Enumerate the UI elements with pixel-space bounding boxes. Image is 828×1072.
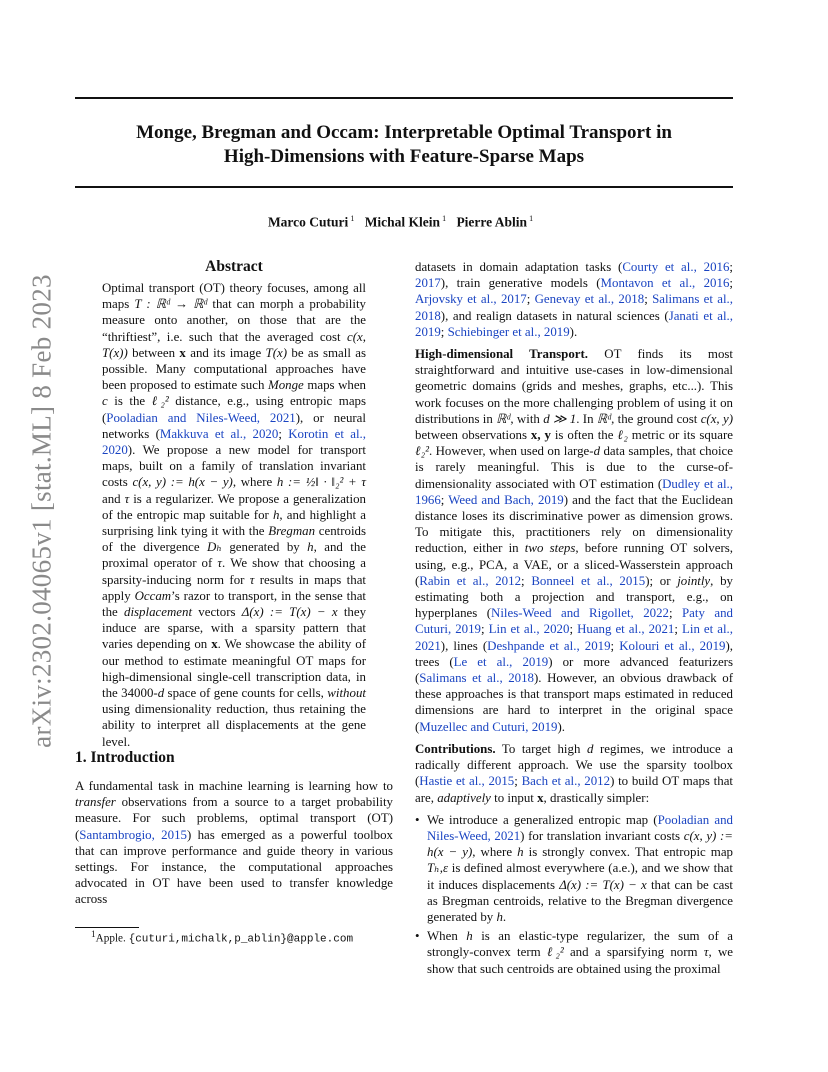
title-line-2: High-Dimensions with Feature-Sparse Maps [223, 146, 585, 167]
citation-link[interactable]: Janati et al., 2019 [415, 308, 733, 339]
citation-link[interactable]: Dudley et al., 1966 [415, 476, 733, 507]
footnote: $^1$Apple. {cuturi,michalk,p_ablin}@apple.com [91, 930, 354, 946]
citation-link[interactable]: Lin et al., 2020 [488, 622, 570, 637]
paragraph-contributions: Contributions. To target high d regimes, we introduce a radically different approach. We use the sparsity toolbox (Hastie et al., 2015; Bach et al., 2012) to build OT maps that are, adaptively to input x, drastically simpler: [415, 741, 733, 805]
list-item: • We introduce a generalized entropic map (Pooladian and Niles-Weed, 2021) for translation invariant costs c(x, y) := h(x − y), where h is strongly convex. That entropic map Tₕ,ε is defined almost everywhere (a.e.), and we show that it induces displacements Δ(x) := T(x) − x that can be cast as Bregman centroids, relative to the Bregman divergence generated by h. [427, 812, 733, 925]
citation-link[interactable]: Korotin et al., 2020 [102, 426, 367, 458]
citation-link[interactable]: Deshpande et al., 2019 [487, 638, 611, 653]
citation-link[interactable]: 2017 [415, 276, 441, 291]
citation-link[interactable]: Genevay et al., 2018 [534, 292, 645, 307]
top-rule [75, 97, 733, 99]
paragraph-datasets: datasets in domain adaptation tasks (Courty et al., 2016; 2017), train generative models (Montavon et al., 2016; Arjovsky et al., 2017; Genevay et al., 2018; Salimans et al., 2018), and realign datasets in natural sciences (Janati et al., 2019; Schiebinger et al., 2019). [415, 260, 734, 339]
arxiv-side-label: arXiv:2302.04065v1 [stat.ML] 8 Feb 2023 [26, 274, 57, 748]
citation-link[interactable]: Rabin et al., 2012 [419, 573, 522, 588]
author-list [75, 214, 733, 231]
citation-link[interactable]: Arjovsky et al., 2017 [415, 292, 527, 307]
citation-link[interactable]: Le et al., 2019 [453, 654, 549, 669]
author-name: Pierre Ablin [456, 214, 528, 230]
citation-link[interactable]: Pooladian and Niles-Weed, 2021 [427, 812, 733, 843]
list-item: • When h is an elastic-type regularizer, the sum of a strongly-convex term ℓ₂² and a sparsifying norm τ, we show that such centroids are obtained using the proximal [427, 928, 733, 977]
author-name: Michal Klein [364, 214, 441, 230]
affiliation-mark: 1 [529, 214, 534, 223]
author-name: Marco Cuturi [267, 214, 349, 230]
citation-link[interactable]: Schiebinger et al., 2019 [447, 324, 570, 339]
citation-link[interactable]: Muzellec and Cuturi, 2019 [419, 719, 558, 734]
paragraph-heading: Contributions. [415, 741, 496, 756]
citation-link[interactable]: Hastie et al., 2015 [419, 774, 515, 789]
citation-link[interactable]: Paty and Cuturi, 2019 [415, 606, 733, 637]
citation-link[interactable]: Makkuva et al., 2020 [159, 426, 279, 441]
citation-link[interactable]: Kolouri et al., 2019 [619, 638, 726, 653]
footnote-email: {cuturi,michalk,p_ablin}@apple.com [128, 933, 354, 946]
paragraph-high-dimensional: High-dimensional Transport. OT finds its most straightforward and intuitive use-cases in low-dimensional geometric domains (grids and meshes, graphs, etc...). This work focuses on the more challenging problem of using it on distributions in ℝᵈ, with d ≫ 1. In ℝᵈ, the ground cost c(x, y) between observations x, y is often the ℓ₂ metric or its square ℓ₂². However, when used on large-d data samples, that choice is rarely meaningful. This is due to the curse-of-dimensionality associated with OT estimation (Dudley et al., 1966; Weed and Bach, 2019) and the fact that the Euclidean distance loses its discriminative power as dimension grows. To mitigate this, practitioners rely on dimensionality reduction, either in two steps, before running OT solvers, using, e.g., PCA, a VAE, or a sliced-Wasserstein approach (Rabin et al., 2012; Bonneel et al., 2015); or jointly, by estimating both a projection and transport, e.g., on hyperplanes (Niles-Weed and Rigollet, 2022; Paty and Cuturi, 2019; Lin et al., 2020; Huang et al., 2021; Lin et al., 2021), lines (Deshpande et al., 2019; Kolouri et al., 2019), trees (Le et al., 2019) or more advanced featurizers (Salimans et al., 2018). However, an obvious drawback of these approaches is that transport maps estimated in reduced dimensions are hard to interpret in the original space (Muzellec and Cuturi, 2019). [415, 347, 734, 734]
title-bottom-rule [75, 186, 733, 188]
citation-link[interactable]: Salimans et al., 2018 [419, 671, 535, 686]
citation-link[interactable]: Lin et al., 2021 [415, 622, 733, 653]
citation-link[interactable]: Bach et al., 2012 [521, 774, 611, 789]
affiliation-mark: 1 [350, 214, 355, 223]
citation-link[interactable]: Courty et al., 2016 [622, 260, 730, 274]
citation-link[interactable]: Huang et al., 2021 [577, 622, 675, 637]
right-column [415, 259, 733, 980]
citation-link[interactable]: Niles-Weed and Rigollet, 2022 [491, 606, 669, 621]
citation-link[interactable]: Santambrogio, 2015 [79, 827, 187, 842]
citation-link[interactable]: Weed and Bach, 2019 [448, 492, 564, 507]
citation-link[interactable]: Pooladian and Niles-Weed, 2021 [106, 410, 296, 425]
citation-link[interactable]: Montavon et al., 2016 [600, 276, 730, 291]
paper-title [75, 121, 733, 169]
paragraph-heading: High-dimensional Transport. [415, 347, 588, 362]
footnote-mark: 1 [91, 930, 96, 940]
introduction-paragraph: A fundamental task in machine learning is learning how to transfer observations from a source to a target probability measure. For such problems, optimal transport (OT) (Santambrogio, 2015) has emerged as a powerful toolbox that can improve performance and guide theory in various settings. For instance, the computational approaches advocated in OT have been used to transfer knowledge across [75, 779, 393, 907]
title-line-1: Monge, Bregman and Occam: Interpretable Optimal Transport in [136, 122, 672, 143]
affiliation-mark: 1 [442, 214, 447, 223]
abstract-body: Optimal transport (OT) theory focuses, among all maps T : ℝᵈ → ℝᵈ that can morph a probability measure onto another, on those that are the “thriftiest”, i.e. such that the averaged cost c(x, T(x)) between x and its image T(x) be as small as possible. Many computational approaches have been proposed to estimate such Monge maps when c is the ℓ₂² distance, e.g., using entropic maps (Pooladian and Niles-Weed, 2021), or neural networks (Makkuva et al., 2020; Korotin et al., 2020). We propose a new model for transport maps, built on a family of translation invariant costs c(x, y) := h(x − y), where h := ½‖ · ‖₂² + τ and τ is a regularizer. We propose a generalization of the entropic map suitable for h, and highlight a surprising link tying it with the Bregman centroids of the divergence Dₕ generated by h, and the proximal operator of τ. We show that choosing a sparsity-inducing norm for τ results in maps that apply Occam’s razor to transport, in the sense that the displacement vectors Δ(x) := T(x) − x they induce are sparse, with a sparsity pattern that varies depending on x. We showcase the ability of our method to estimate meaningful OT maps for high-dimensional single-cell transcription data, in the 34000-d space of gene counts for cells, without using dimensionality reduction, thus retaining the ability to interpret all displacements at the gene level. [102, 281, 367, 749]
section-heading-introduction: 1. Introduction [75, 749, 175, 766]
abstract-heading: Abstract [205, 258, 263, 275]
footnote-rule [75, 927, 139, 928]
contribution-list [415, 812, 733, 977]
citation-link[interactable]: Bonneel et al., 2015 [531, 573, 646, 588]
citation-link[interactable]: Salimans et al., 2018 [415, 292, 734, 323]
